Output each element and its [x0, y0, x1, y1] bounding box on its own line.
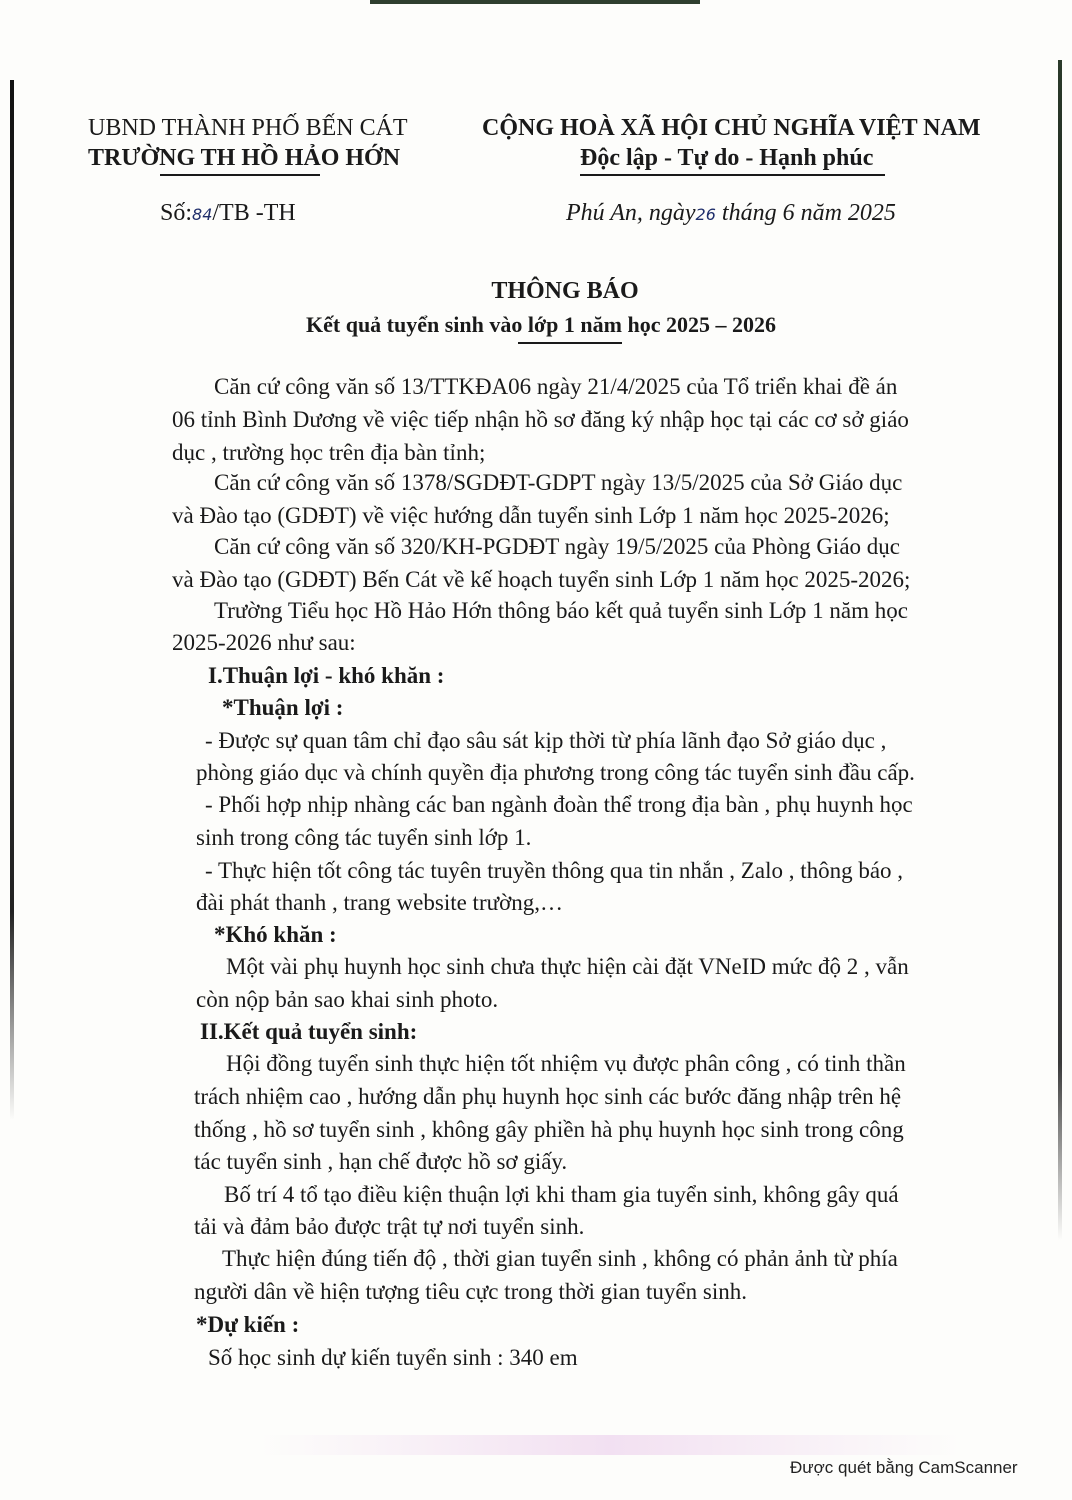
notice-title: THÔNG BÁO: [491, 278, 639, 304]
camscanner-watermark: Được quét bằng CamScanner: [790, 1458, 1018, 1477]
school-name: TRƯỜNG TH HỒ HẢO HỚN: [88, 145, 401, 171]
paragraph-line: Trường Tiểu học Hồ Hảo Hớn thông báo kết quả tuyển sinh Lớp 1 năm học: [214, 598, 908, 623]
paragraph-line: Bố trí 4 tổ tạo điều kiện thuận lợi khi tham gia tuyển sinh, không gây quá: [224, 1182, 899, 1207]
paragraph-line: thống , hồ sơ tuyển sinh , không gây phiền hà phụ huynh học sinh trong công: [194, 1117, 904, 1142]
paragraph-line: Căn cứ công văn số 13/TTKĐA06 ngày 21/4/2025 của Tổ triển khai đề án: [214, 374, 898, 399]
scan-edge-top: [370, 0, 700, 4]
national-title: CỘNG HOÀ XÃ HỘI CHỦ NGHĨA VIỆT NAM: [482, 115, 981, 141]
paragraph-line: đài phát thanh , trang website trường,…: [196, 890, 563, 915]
national-motto: Độc lập - Tự do - Hạnh phúc: [580, 145, 874, 171]
document-date: Phú An, ngày26 tháng 6 năm 2025: [566, 200, 896, 226]
paragraph-line: sinh trong công tác tuyển sinh lớp 1.: [196, 825, 532, 850]
paragraph-line: Căn cứ công văn số 1378/SGDĐT-GDPT ngày 13/5/2025 của Sở Giáo dục: [214, 470, 903, 495]
scan-edge-left: [10, 80, 14, 1120]
paragraph-line: Căn cứ công văn số 320/KH-PGDĐT ngày 19/5/2025 của Phòng Giáo dục: [214, 534, 900, 559]
paragraph-line: tác tuyển sinh , hạn chế được hồ sơ giấy.: [194, 1149, 568, 1174]
paragraph-line: dục , trường học trên địa bàn tỉnh;: [172, 440, 486, 465]
paragraph-line: phòng giáo dục và chính quyền địa phương trong công tác tuyển sinh đầu cấp.: [196, 760, 915, 785]
subsection-heading: *Khó khăn :: [214, 922, 337, 947]
scan-edge-right: [1058, 60, 1062, 1240]
document-number: Số:84/TB -TH: [160, 200, 296, 226]
paragraph-line: còn nộp bản sao khai sinh photo.: [196, 987, 499, 1012]
paragraph-line: và Đào tạo (GDĐT) về việc hướng dẫn tuyển sinh Lớp 1 năm học 2025-2026;: [172, 503, 890, 528]
motto-underline: [580, 174, 885, 176]
section-heading: I.Thuận lợi - khó khăn :: [208, 663, 445, 688]
agency-name: UBND THÀNH PHỐ BẾN CÁT: [88, 115, 408, 141]
paragraph-line: tải và đảm bảo được trật tự nơi tuyển sinh.: [194, 1214, 585, 1239]
paragraph-line: và Đào tạo (GDĐT) Bến Cát về kế hoạch tuyển sinh Lớp 1 năm học 2025-2026;: [172, 567, 911, 592]
scan-artifact: [260, 1435, 960, 1455]
paragraph-line: - Thực hiện tốt công tác tuyên truyền thông qua tin nhắn , Zalo , thông báo ,: [205, 858, 904, 883]
paragraph-line: 06 tỉnh Bình Dương về việc tiếp nhận hồ sơ đăng ký nhập học tại các cơ sở giáo: [172, 407, 909, 432]
subsection-heading: *Dự kiến :: [196, 1312, 300, 1337]
paragraph-line: 2025-2026 như sau:: [172, 630, 356, 655]
subtitle-underline: [518, 342, 622, 344]
paragraph-line: - Phối hợp nhịp nhàng các ban ngành đoàn thể trong địa bàn , phụ huynh học: [205, 792, 913, 817]
handwritten-number: 84: [192, 205, 213, 224]
paragraph-line: - Được sự quan tâm chỉ đạo sâu sát kịp thời từ phía lãnh đạo Sở giáo dục ,: [205, 728, 887, 753]
notice-subtitle: Kết quả tuyển sinh vào lớp 1 năm học 2025 – 2026: [306, 312, 776, 337]
paragraph-line: trách nhiệm cao , hướng dẫn phụ huynh học sinh các bước đăng nhập trên hệ: [194, 1084, 902, 1109]
paragraph-line: Thực hiện đúng tiến độ , thời gian tuyển sinh , không có phản ảnh từ phía: [222, 1246, 898, 1271]
paragraph-line: người dân về hiện tượng tiêu cực trong thời gian tuyển sinh.: [194, 1279, 747, 1304]
paragraph-line: Hội đồng tuyển sinh thực hiện tốt nhiệm vụ được phân công , có tinh thần: [226, 1051, 906, 1076]
section-heading: II.Kết quả tuyển sinh:: [200, 1019, 418, 1044]
paragraph-line: Một vài phụ huynh học sinh chưa thực hiện cài đặt VNeID mức độ 2 , vẫn: [226, 954, 909, 979]
subsection-heading: *Thuận lợi :: [222, 695, 344, 720]
expected-count: Số học sinh dự kiến tuyển sinh : 340 em: [208, 1345, 578, 1370]
handwritten-day: 26: [695, 205, 716, 224]
school-name-underline: [160, 174, 320, 176]
